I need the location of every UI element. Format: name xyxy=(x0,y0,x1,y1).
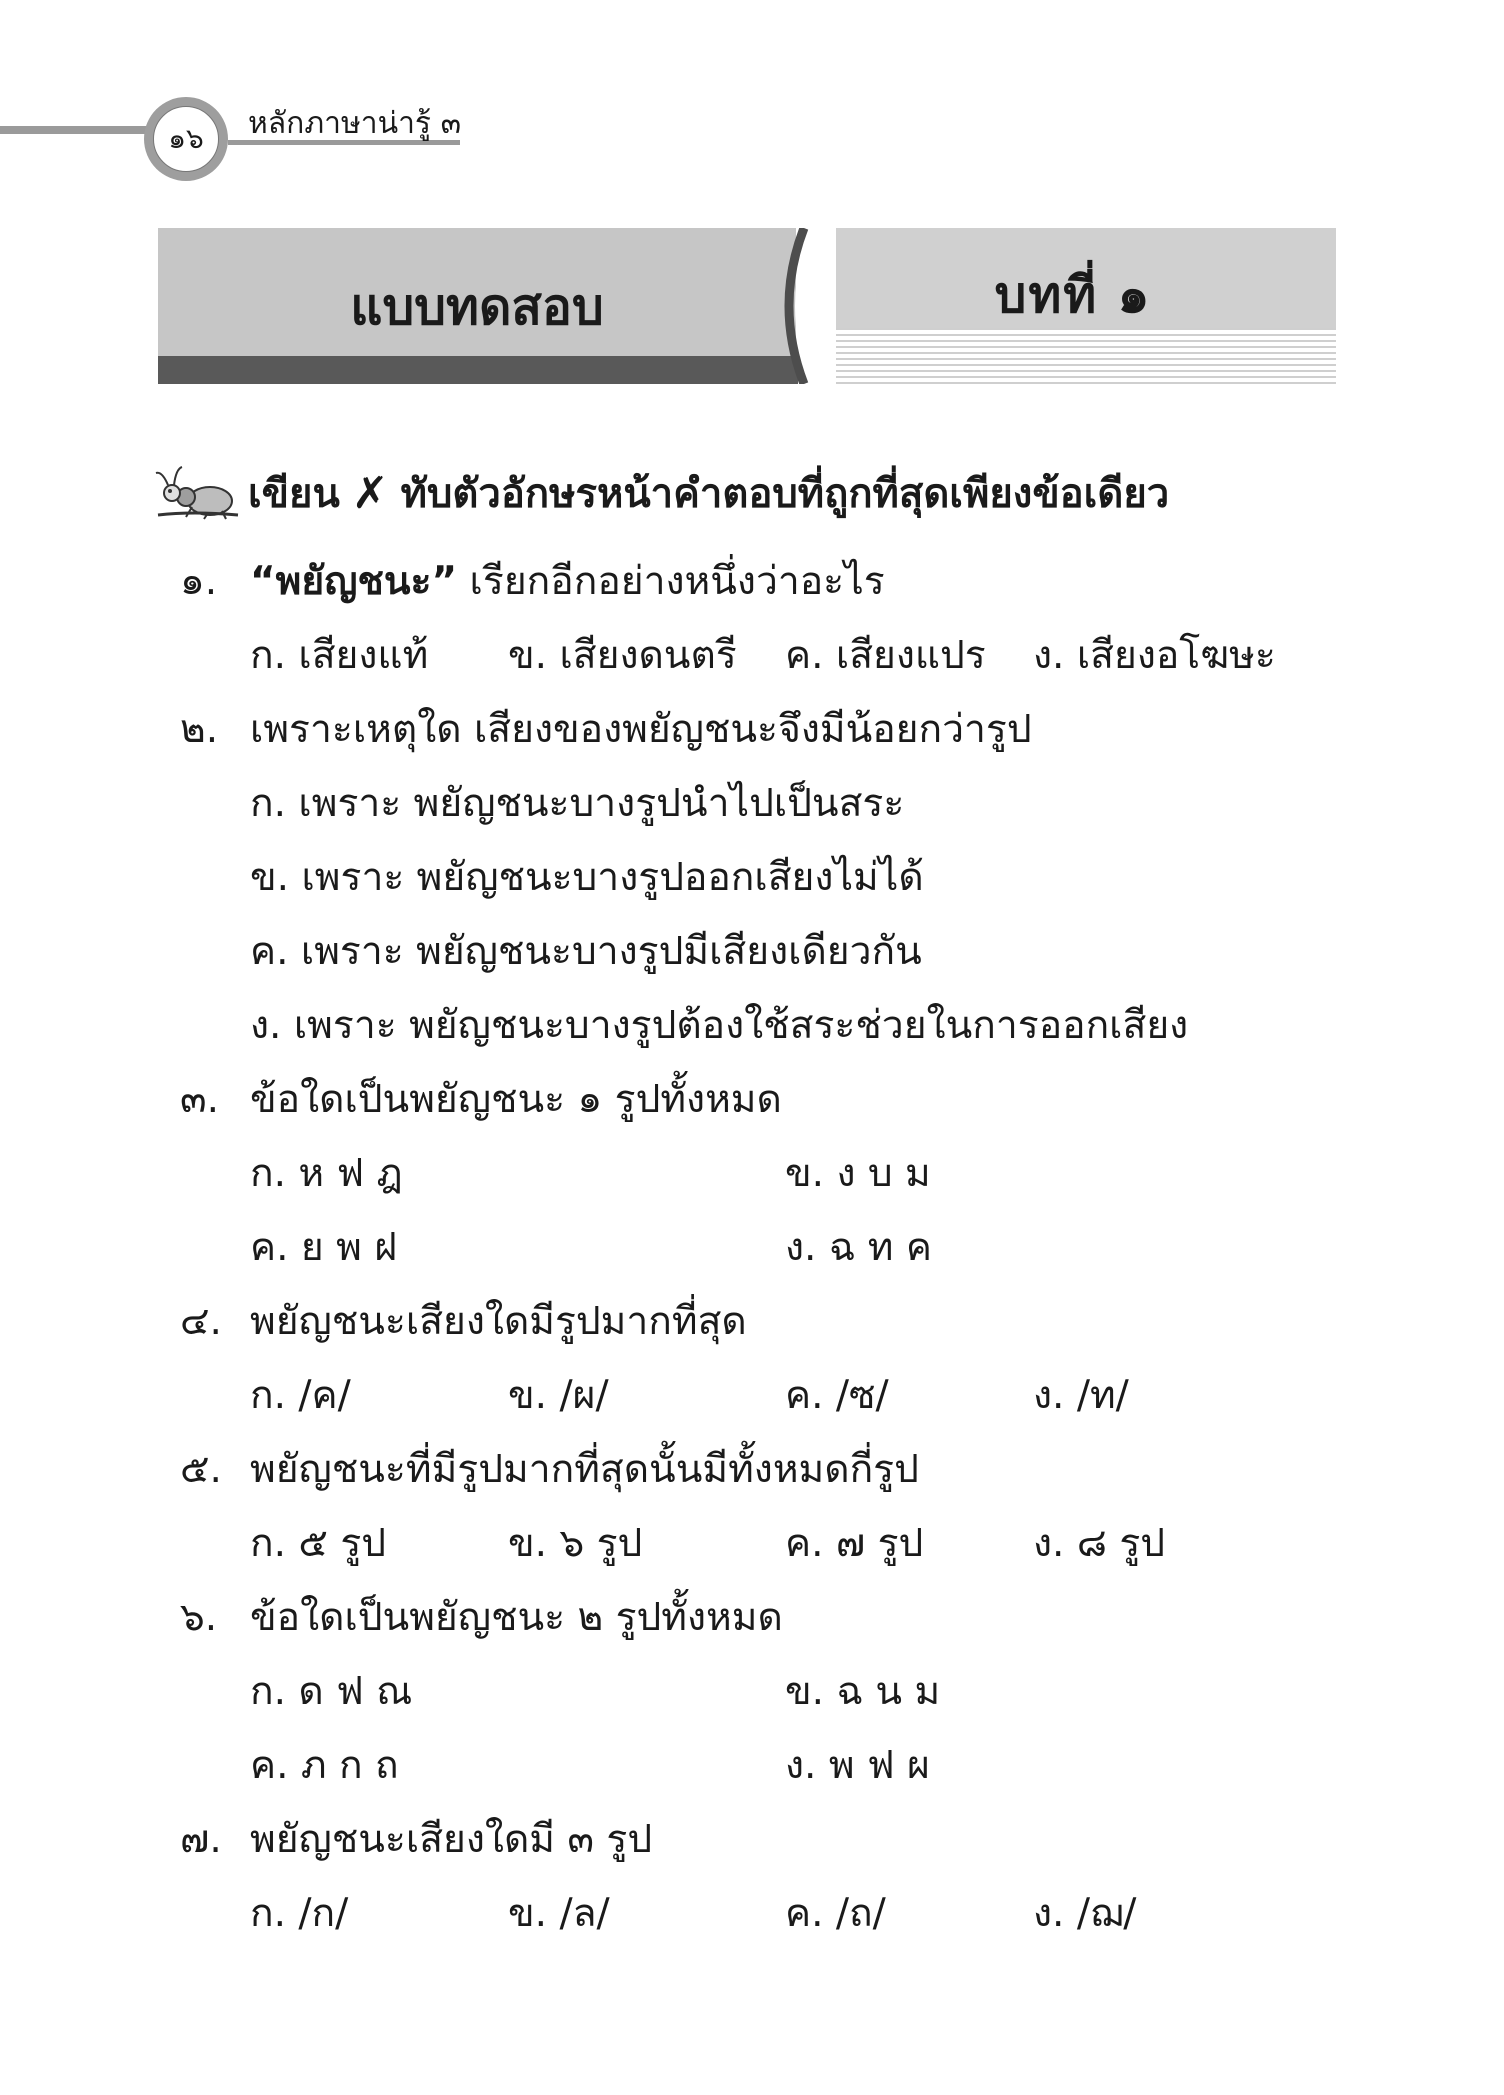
question-6 xyxy=(0,1588,1504,1648)
option-d[interactable]: ง. /ท/ xyxy=(1033,1373,1129,1418)
header-rule-left xyxy=(0,126,150,134)
banner-left-bar xyxy=(158,356,798,384)
option-c[interactable]: ค. เสียงแปร xyxy=(785,633,986,678)
question-text: เพราะเหตุใด เสียงของพยัญชนะจึงมีน้อยกว่ารูป xyxy=(250,707,1032,752)
option-a[interactable]: ก. ๕ รูป xyxy=(250,1521,387,1566)
option-c[interactable]: ค. ภ ก ถ xyxy=(250,1743,399,1788)
book-title: หลักภาษาน่ารู้ ๓ xyxy=(248,106,462,141)
question-number: ๒. xyxy=(180,707,219,752)
option-c[interactable]: ค. เพราะ พยัญชนะบางรูปมีเสียงเดียวกัน xyxy=(250,929,922,974)
question-text xyxy=(250,552,885,612)
option-b[interactable]: ข. เสียงดนตรี xyxy=(508,633,737,678)
question-number: ๓. xyxy=(180,1077,220,1122)
page-number-badge xyxy=(144,97,228,181)
option-c[interactable]: ค. /ถ/ xyxy=(785,1891,886,1936)
question-5 xyxy=(0,1440,1504,1500)
ant-writing-icon xyxy=(152,463,240,523)
option-c[interactable]: ค. /ซ/ xyxy=(785,1373,889,1418)
question-2 xyxy=(0,700,1504,760)
option-a[interactable]: ก. ห ฟ ฎ xyxy=(250,1151,403,1196)
question-3 xyxy=(0,1070,1504,1130)
option-a[interactable]: ก. /ค/ xyxy=(250,1373,351,1418)
option-d[interactable]: ง. /ฌ/ xyxy=(1033,1891,1137,1936)
option-c[interactable]: ค. ย พ ฝ xyxy=(250,1225,398,1270)
option-d[interactable]: ง. เพราะ พยัญชนะบางรูปต้องใช้สระช่วยในการออกเสียง xyxy=(250,1003,1189,1048)
question-text: พยัญชนะเสียงใดมี ๓ รูป xyxy=(250,1817,653,1862)
question-text-rest: เรียกอีกอย่างหนึ่งว่าอะไร xyxy=(457,559,885,604)
option-d[interactable]: ง. พ ฟ ผ xyxy=(785,1743,930,1788)
option-d[interactable]: ง. เสียงอโฆษะ xyxy=(1033,633,1276,678)
options-row xyxy=(0,774,1504,834)
question-1 xyxy=(0,552,1504,612)
question-number: ๖. xyxy=(180,1595,218,1640)
options-row xyxy=(0,848,1504,908)
question-text: พยัญชนะเสียงใดมีรูปมากที่สุด xyxy=(250,1299,747,1344)
options-row xyxy=(0,996,1504,1056)
instruction-text-before: เขียน xyxy=(248,471,340,517)
question-text: ข้อใดเป็นพยัญชนะ ๑ รูปทั้งหมด xyxy=(250,1077,782,1122)
option-b[interactable]: ข. ๖ รูป xyxy=(508,1521,643,1566)
option-b[interactable]: ข. เพราะ พยัญชนะบางรูปออกเสียงไม่ได้ xyxy=(250,855,924,900)
options-row xyxy=(0,1736,1504,1796)
question-number: ๗. xyxy=(180,1817,222,1862)
options-row xyxy=(0,1662,1504,1722)
question-text: ข้อใดเป็นพยัญชนะ ๒ รูปทั้งหมด xyxy=(250,1595,783,1640)
instruction xyxy=(152,458,1169,528)
option-a[interactable]: ก. เพราะ พยัญชนะบางรูปนำไปเป็นสระ xyxy=(250,781,905,826)
question-text: พยัญชนะที่มีรูปมากที่สุดนั้นมีทั้งหมดกี่รูป xyxy=(250,1447,919,1492)
instruction-text-after: ทับตัวอักษรหน้าคำตอบที่ถูกที่สุดเพียงข้อเดียว xyxy=(400,471,1170,517)
option-b[interactable]: ข. /ล/ xyxy=(508,1891,610,1936)
option-a[interactable]: ก. /ก/ xyxy=(250,1891,349,1936)
options-row xyxy=(0,1144,1504,1204)
option-a[interactable]: ก. เสียงแท้ xyxy=(250,633,429,678)
option-b[interactable]: ข. ง บ ม xyxy=(785,1151,931,1196)
banner-title: แบบทดสอบ xyxy=(350,278,604,336)
options-row xyxy=(0,922,1504,982)
chapter-banner xyxy=(158,228,1336,384)
page-number: ๑๖ xyxy=(153,106,219,172)
cross-mark: ✗ xyxy=(351,467,389,519)
question-number: ๑. xyxy=(180,559,218,604)
question-4 xyxy=(0,1292,1504,1352)
options-row xyxy=(0,1884,1504,1944)
question-number: ๕. xyxy=(180,1447,222,1492)
option-b[interactable]: ข. /ผ/ xyxy=(508,1373,609,1418)
question-term: “พยัญชนะ” xyxy=(250,559,458,604)
option-c[interactable]: ค. ๗ รูป xyxy=(785,1521,924,1566)
question-7 xyxy=(0,1810,1504,1870)
chapter-label: บทที่ ๑ xyxy=(994,266,1152,324)
options-row xyxy=(0,1366,1504,1426)
option-d[interactable]: ง. ๘ รูป xyxy=(1033,1521,1166,1566)
options-row xyxy=(0,1218,1504,1278)
option-a[interactable]: ก. ด ฟ ณ xyxy=(250,1669,413,1714)
option-b[interactable]: ข. ฉ น ม xyxy=(785,1669,941,1714)
option-d[interactable]: ง. ฉ ท ค xyxy=(785,1225,932,1270)
options-row xyxy=(0,1514,1504,1574)
options-row xyxy=(0,626,1504,686)
banner-stripes xyxy=(810,328,1336,384)
question-number: ๔. xyxy=(180,1299,222,1344)
